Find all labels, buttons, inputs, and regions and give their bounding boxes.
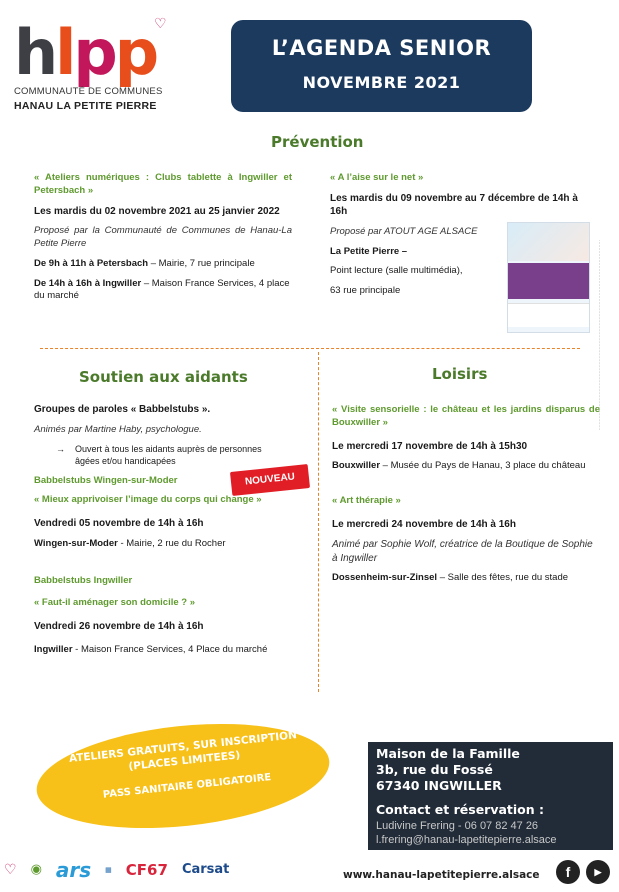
event-place-name: Dossenheim-sur-Zinsel	[332, 572, 438, 584]
divider-horizontal	[40, 348, 580, 349]
group-place	[34, 538, 296, 551]
slot-time: De 14h à 16h à Ingwiller	[34, 277, 142, 289]
website-link[interactable]: www.hanau-lapetitepierre.alsace	[343, 869, 540, 881]
contact-email[interactable]: l.frering@hanau-lapetitepierre.alsace	[376, 833, 557, 846]
logo-letter-l: l	[55, 16, 74, 89]
flyer-band	[508, 263, 589, 299]
partner-logo-green: ◉	[30, 862, 42, 878]
event-flyer-image	[507, 222, 590, 333]
prevention-left-event	[34, 172, 292, 310]
ars-logo: ars	[55, 857, 92, 882]
group-topic: « Faut-il aménager son domicile ? »	[34, 597, 196, 609]
group-place	[34, 644, 296, 657]
event-place-detail: – Musée du Pays de Hanau, 3 place du château	[380, 460, 586, 472]
event-place-line: Point lecture (salle multimédia),	[330, 265, 463, 277]
title-box	[231, 20, 532, 112]
arrow-right-icon: →	[56, 444, 65, 455]
hlpp-logo	[14, 14, 174, 113]
logo-subtitle: COMMUNAUTÉ DE COMMUNES	[14, 86, 163, 97]
event-place-name: La Petite Pierre –	[330, 245, 408, 257]
group-date: Vendredi 05 novembre de 14h à 16h	[34, 518, 204, 530]
event-slot	[34, 258, 292, 271]
event-heading: « Art thérapie »	[332, 494, 401, 506]
assurance-maladie-logo: ▦	[105, 866, 112, 874]
section-title-prevention: Prévention	[271, 133, 364, 151]
group-topic: « Mieux apprivoiser l’image du corps qui change »	[34, 494, 262, 506]
logo-letter-p: p	[114, 16, 157, 89]
banner-free-workshops: ATELIERS GRATUITS, SUR INSCRIPTION (PLACES LIMITEES)	[68, 729, 298, 773]
carsat-logo: Carsat	[181, 862, 230, 878]
event-organizer: Proposé par ATOUT AGE ALSACE	[330, 225, 478, 237]
logo-subtitle-name: HANAU LA PETITE PIERRE	[14, 99, 157, 112]
section-title-aidants: Soutien aux aidants	[79, 368, 248, 386]
logo-letter-p: p	[73, 16, 115, 89]
event-heading: « Ateliers numériques : Clubs tablette à Ingwiller et Petersbach »	[34, 172, 292, 196]
event-organizer: Proposé par la Communauté de Communes de Hanau-La Petite Pierre	[34, 225, 292, 249]
contact-title: Contact et réservation :	[376, 802, 545, 817]
contact-phone: Ludivine Frering - 06 07 82 47 26	[376, 819, 539, 832]
event-slot	[34, 278, 292, 304]
divider-vertical	[318, 352, 319, 692]
cf67-logo: CF67	[125, 860, 168, 879]
slot-place: – Mairie, 7 rue principale	[148, 257, 255, 269]
loisirs-section	[332, 404, 600, 592]
banner-health-pass: PASS SANITAIRE OBLIGATOIRE	[102, 772, 272, 801]
contact-venue: Maison de la Famille	[376, 746, 520, 761]
heart-icon: ♡	[154, 15, 167, 31]
page-title: L’AGENDA SENIOR	[271, 36, 492, 60]
section-title-loisirs: Loisirs	[432, 365, 488, 383]
group-name: Babbelstubs Ingwiller	[34, 574, 133, 586]
slot-place: – Maison France Services, 4 place du marché	[34, 277, 290, 302]
event-place-line: 63 rue principale	[330, 285, 401, 297]
image-credit: ·······························································································································	[597, 240, 602, 431]
alsace-logo	[4, 861, 17, 878]
facebook-icon[interactable]: f	[556, 860, 580, 884]
aidants-target	[56, 443, 296, 467]
event-place-detail: – Salle des fêtes, rue du stade	[437, 572, 569, 584]
youtube-icon[interactable]: ▶	[586, 860, 610, 884]
event-place-name: Bouxwiller	[332, 460, 381, 472]
aidants-section	[34, 403, 296, 663]
aidants-animator: Animés par Martine Haby, psychologue.	[34, 423, 202, 435]
group-place-detail: - Maison France Services, 4 Place du marché	[72, 643, 268, 655]
partner-logos	[4, 852, 334, 888]
contact-city: 67340 INGWILLER	[376, 778, 502, 793]
nouveau-badge: NOUVEAU	[230, 464, 310, 496]
group-place-name: Ingwiller	[34, 643, 73, 655]
group-place-detail: - Mairie, 2 rue du Rocher	[117, 537, 226, 549]
group-name: Babbelstubs Wingen-sur-Moder	[34, 474, 178, 486]
aidants-intro: Groupes de paroles « Babbelstubs ».	[34, 404, 211, 415]
aidants-target-text: Ouvert à tous les aidants auprès de personnes âgées et/ou handicapées	[75, 444, 262, 467]
logo-letter-h: h	[14, 16, 56, 89]
slot-time: De 9h à 11h à Petersbach	[34, 257, 149, 269]
event-animator: Animé par Sophie Wolf, créatrice de la Boutique de Sophie à Ingwiller	[332, 539, 593, 564]
contact-street: 3b, rue du Fossé	[376, 762, 493, 777]
event-dates: Les mardis du 02 novembre 2021 au 25 janvier 2022	[34, 205, 280, 217]
event-place	[332, 572, 600, 585]
logo-letters	[14, 14, 174, 89]
flyer-logos	[508, 303, 589, 327]
group-date: Vendredi 26 novembre de 14h à 16h	[34, 621, 204, 633]
flyer-photo	[508, 223, 589, 261]
event-heading: « Visite sensorielle : le château et les jardins disparus de Bouxwiller »	[332, 404, 600, 428]
group-place-name: Wingen-sur-Moder	[34, 537, 118, 549]
event-date: Le mercredi 17 novembre de 14h à 15h30	[332, 440, 528, 452]
event-dates: Les mardis du 09 novembre au 7 décembre de 14h à 16h	[330, 192, 578, 218]
event-place	[332, 460, 600, 473]
event-date: Le mercredi 24 novembre de 14h à 16h	[332, 518, 516, 530]
event-heading: « A l’aise sur le net »	[330, 172, 424, 183]
heart-icon: ♡	[4, 861, 17, 878]
page-month: NOVEMBRE 2021	[302, 73, 461, 93]
contact-box	[368, 742, 613, 850]
